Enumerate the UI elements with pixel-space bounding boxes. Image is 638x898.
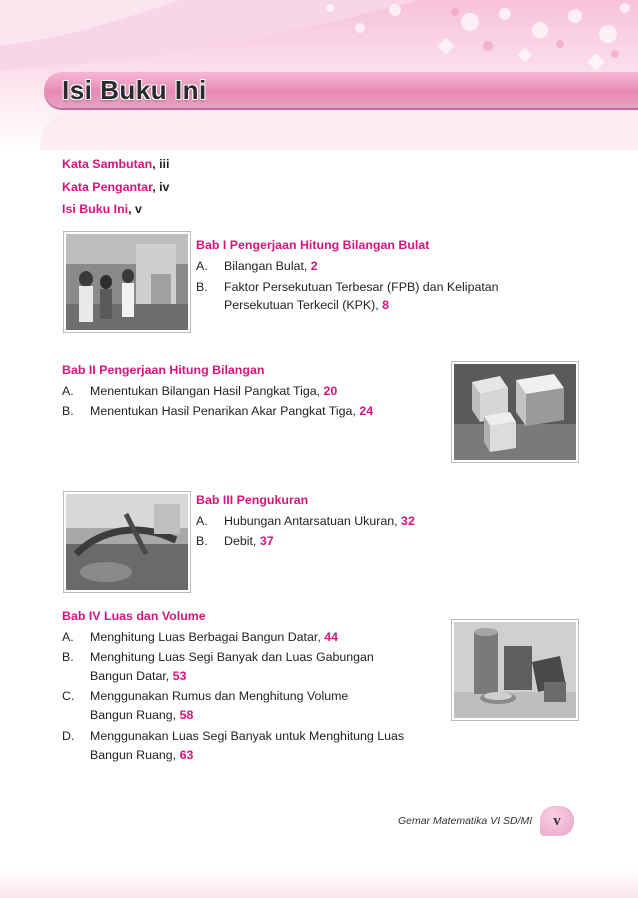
bab2-photo [452, 362, 578, 462]
bab4-item-d[interactable]: D. Menggunakan Luas Segi Banyak untuk Menghitung Luas [62, 729, 405, 743]
bab4-item-b-cont[interactable]: Bangun Datar, 53 [90, 669, 187, 683]
bab4-item-c-cont[interactable]: Bangun Ruang, 58 [90, 708, 194, 722]
bab1-item-b[interactable]: B. Faktor Persekutuan Terbesar (FPB) dan Kelipatan [196, 280, 499, 294]
toc-page: v [134, 202, 142, 216]
page-number-badge: v [540, 806, 574, 836]
bab4-photo [452, 620, 578, 720]
bab4-item-b[interactable]: B. Menghitung Luas Segi Banyak dan Luas Gabungan [62, 650, 374, 664]
bab3-heading[interactable]: Bab III Pengukuran [196, 493, 309, 507]
bottom-band [0, 870, 638, 898]
bab1-item-b-cont[interactable]: Persekutuan Terkecil (KPK), 8 [224, 298, 390, 312]
bab3-item-b[interactable]: B. Debit, 37 [196, 534, 274, 548]
bab4-heading[interactable]: Bab IV Luas dan Volume [62, 609, 206, 623]
bab3-photo [64, 492, 190, 592]
toc-label: Isi Buku Ini [62, 202, 129, 216]
bab2-item-b[interactable]: B. Menentukan Hasil Penarikan Akar Pangkat Tiga, 24 [62, 404, 374, 418]
bab3-item-a[interactable]: A. Hubungan Antarsatuan Ukuran, 32 [196, 514, 415, 528]
bab4-item-d-cont[interactable]: Bangun Ruang, 63 [90, 748, 194, 762]
footer-book-title: Gemar Matematika VI SD/MI [398, 815, 533, 827]
toc-entry-kata-pengantar[interactable]: Kata Pengantar, iv [62, 180, 170, 194]
bab1-item-a[interactable]: A. Bilangan Bulat, 2 [196, 259, 318, 273]
toc-label: Kata Pengantar [62, 180, 153, 194]
bab1-heading[interactable]: Bab I Pengerjaan Hitung Bilangan Bulat [196, 238, 430, 252]
bab1-photo [64, 232, 190, 332]
bab4-item-c[interactable]: C. Menggunakan Rumus dan Menghitung Volume [62, 689, 349, 703]
toc-entry-isi-buku-ini[interactable]: Isi Buku Ini, v [62, 202, 142, 216]
bab4-item-a[interactable]: A. Menghitung Luas Berbagai Bangun Datar, 44 [62, 630, 339, 644]
toc-page: iv [159, 180, 170, 194]
toc-label: Kata Sambutan [62, 157, 153, 171]
page-title: Isi Buku Ini [62, 75, 207, 105]
toc-entry-kata-sambutan[interactable]: Kata Sambutan, iii [62, 157, 170, 171]
toc-page: iii [159, 157, 170, 171]
bab2-heading[interactable]: Bab II Pengerjaan Hitung Bilangan [62, 363, 265, 377]
bab2-item-a[interactable]: A. Menentukan Bilangan Hasil Pangkat Tiga, 20 [62, 384, 338, 398]
